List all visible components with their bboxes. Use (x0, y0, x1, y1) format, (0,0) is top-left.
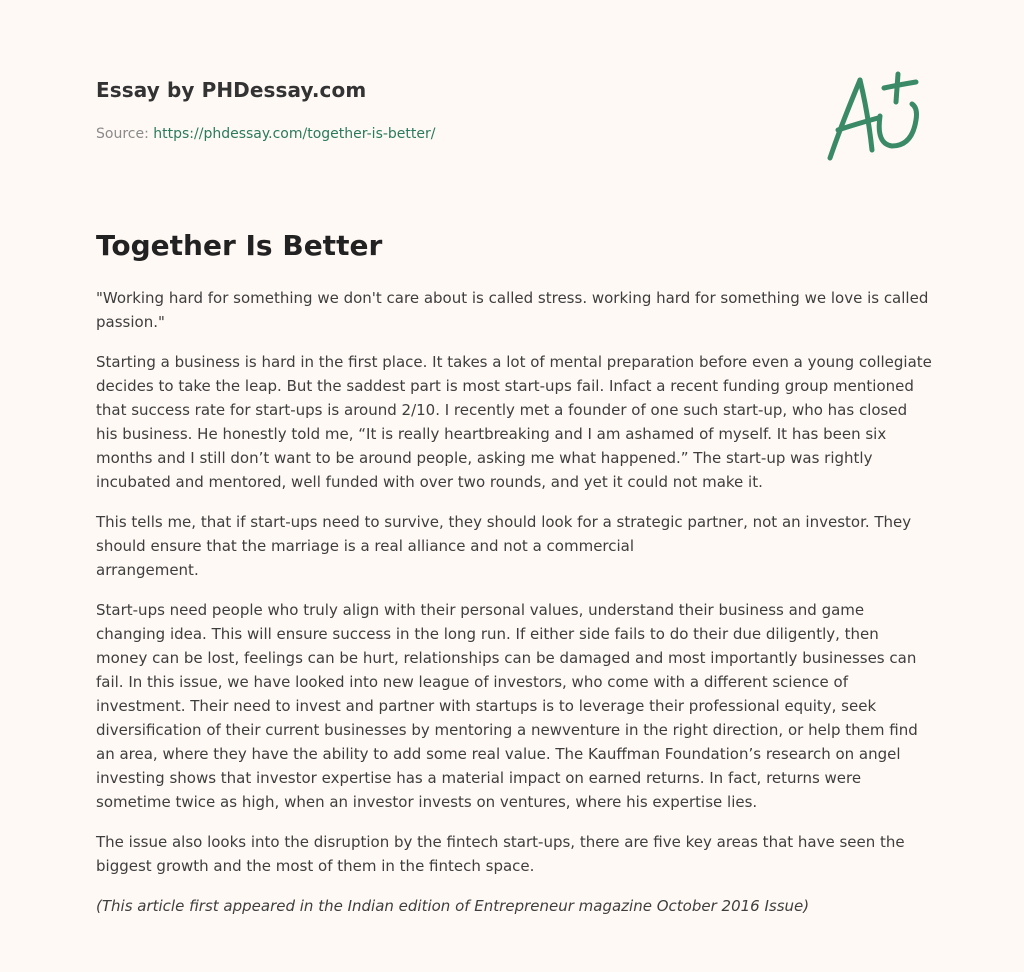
article-title: Together Is Better (96, 229, 383, 262)
source-link[interactable]: https://phdessay.com/together-is-better/ (153, 126, 436, 142)
article-paragraph: Start-ups need people who truly align with their personal values, understand their business and game changing idea. This will ensure success in the long run. If either side fails to do their due diligently, then money can be lost, feelings can be hurt, relationships can be damaged and most importantly businesses can fail. In this issue, we have looked into new league of investors, who come with a different science of investment. Their need to invest and partner with startups is to leverage their professional equity, seek diversification of their current businesses by mentoring a newventure in the right direction, or help them find an area, where they have the ability to add some real value. The Kauffman Foundation’s research on angel investing shows that investor expertise has a material impact on earned returns. In fact, returns were sometime twice as high, when an investor invests on ventures, where his expertise lies. (96, 601, 918, 811)
article-paragraph: The issue also looks into the disruption by the fintech start-ups, there are five key areas that have seen the biggest growth and the most of them in the fintech space. (96, 833, 905, 875)
article-paragraph: "Working hard for something we don't care about is called stress. working hard for something we love is called passion." (96, 289, 929, 331)
a-plus-grade-icon (822, 68, 928, 164)
source-label: Source: (96, 126, 149, 142)
article-paragraph: Starting a business is hard in the first place. It takes a lot of mental preparation before even a young collegiate decides to take the leap. But the saddest part is most start-ups fail. Infact a recent funding group mentioned that success rate for start-ups is around 2/10. I recently met a founder of one such start-up, who has closed his business. He honestly told me, “It is really heartbreaking and I am ashamed of myself. It has been six months and I still don’t want to be around people, asking me what happened.” The start-up was rightly incubated and mentored, well funded with over two rounds, and yet it could not make it. (96, 353, 932, 491)
article (96, 226, 932, 934)
source-line (96, 124, 796, 144)
site-title: Essay by PHDessay.com (96, 78, 367, 102)
article-paragraph: arrangement. (96, 561, 199, 579)
page-header (96, 76, 796, 144)
article-paragraph: This tells me, that if start-ups need to survive, they should look for a strategic partner, not an investor. They should ensure that the marriage is a real alliance and not a commercial (96, 513, 912, 555)
article-footnote: (This article first appeared in the Indian edition of Entrepreneur magazine October 2016 Issue) (96, 897, 810, 915)
